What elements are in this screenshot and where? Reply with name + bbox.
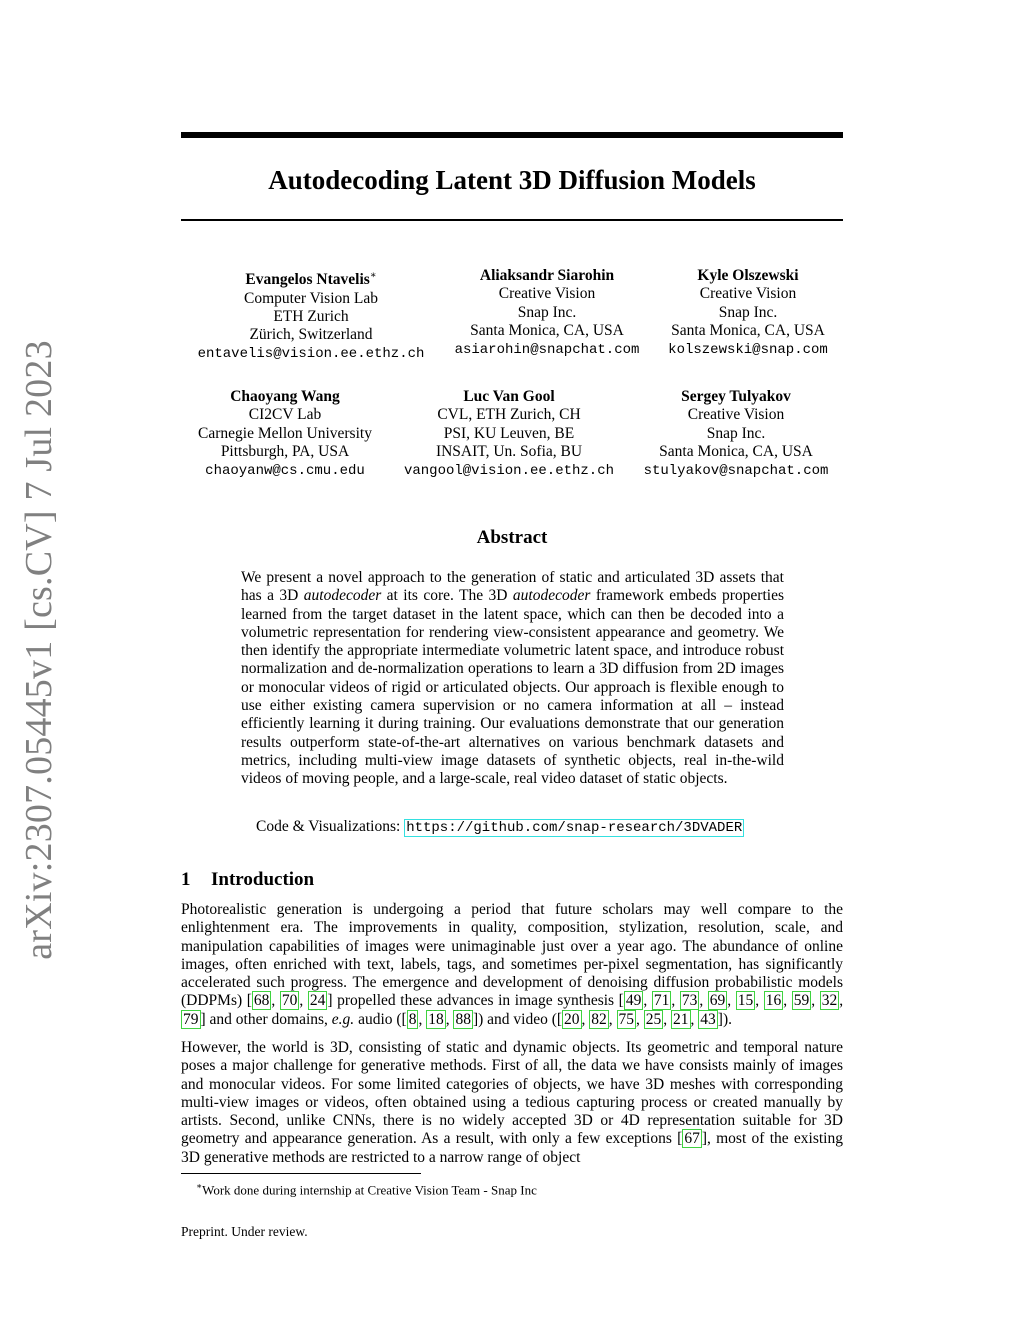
intro-paragraph-2: However, the world is 3D, consisting of static and dynamic objects. Its geometric and temporal nature poses a major challenge for generative methods. First of all, the data we have consists mainly of images and monocular videos. For some limited categories of objects, we have 3D meshes with corresponding multi-view images or videos, often obtained using a tedious capturing process or created manually by artists. Second, unlike CNNs, there is no widely accepted 3D or 4D representation suitable for 3D geometry and appearance generation. As a result, with only a few exceptions [ 67 ], most of the existing 3D generative methods are restricted to a narrow range of object: [181, 1039, 843, 1166]
footnote-mark: ∗: [196, 1181, 203, 1191]
author-affiliation: Creative Vision: [687, 406, 785, 424]
author-affiliation: Computer Vision Lab: [244, 289, 378, 307]
paper-title: Autodecoding Latent 3D Diffusion Models: [268, 165, 756, 195]
citation-link[interactable]: 49: [625, 992, 642, 1010]
author-affiliation: Carnegie Mellon University: [198, 424, 372, 442]
citation-link[interactable]: 69: [709, 992, 726, 1010]
author-block: [185, 388, 385, 480]
citation-link[interactable]: 25: [645, 1010, 662, 1028]
title-rule-bottom: [181, 219, 843, 221]
author-affiliation: Creative Vision: [498, 285, 596, 303]
author-block: [658, 267, 838, 359]
section-number: 1: [181, 869, 191, 890]
author-affiliation: Santa Monica, CA, USA: [659, 443, 813, 461]
code-label: Code & Visualizations:: [256, 818, 405, 835]
citation-link[interactable]: 70: [281, 992, 298, 1010]
citation-link[interactable]: 79: [183, 1010, 199, 1028]
author-name: Chaoyang Wang: [230, 388, 340, 405]
author-email[interactable]: vangool@vision.ee.ethz.ch: [403, 462, 615, 479]
author-email[interactable]: kolszewski@snap.com: [668, 341, 828, 358]
author-affiliation: CVL, ETH Zurich, CH: [437, 406, 581, 424]
author-email[interactable]: entavelis@vision.ee.ethz.ch: [197, 345, 425, 362]
citation-link[interactable]: 67: [684, 1130, 700, 1148]
section-heading-introduction: [181, 868, 314, 892]
author-name: Luc Van Gool: [463, 388, 555, 405]
author-email[interactable]: chaoyanw@cs.cmu.edu: [205, 462, 365, 479]
code-url-link[interactable]: https://github.com/snap-research/3DVADER: [406, 820, 743, 836]
author-affiliation: Snap Inc.: [706, 424, 766, 442]
citation-link[interactable]: 8: [408, 1010, 417, 1028]
author-name: Sergey Tulyakov: [681, 388, 791, 405]
abstract-heading: Abstract: [476, 527, 548, 548]
author-affiliation: Creative Vision: [699, 285, 797, 303]
title-rule-top: [181, 132, 843, 138]
author-affiliation: INSAIT, Un. Sofia, BU: [435, 443, 583, 461]
citation-link[interactable]: 21: [673, 1010, 689, 1028]
citation-link[interactable]: 73: [681, 992, 698, 1010]
author-affiliation: ETH Zurich: [273, 307, 349, 325]
author-affiliation: Santa Monica, CA, USA: [470, 322, 624, 340]
citation-link[interactable]: 71: [653, 992, 670, 1010]
author-email[interactable]: asiarohin@snapchat.com: [454, 341, 640, 358]
citation-link[interactable]: 15: [737, 992, 754, 1010]
author-affiliation: Snap Inc.: [517, 303, 577, 321]
author-name: Kyle Olszewski: [697, 267, 799, 284]
author-affiliation: Snap Inc.: [718, 303, 778, 321]
footnote-text: Work done during internship at Creative Vision Team - Snap Inc: [202, 1182, 537, 1198]
author-affiliation: Zürich, Switzerland: [249, 326, 373, 344]
section-title: Introduction: [211, 869, 315, 890]
author-block: [636, 388, 836, 480]
footnote-rule: [181, 1173, 421, 1174]
author-affiliation: CI2CV Lab: [248, 406, 322, 424]
author-affiliation: Pittsburgh, PA, USA: [220, 443, 350, 461]
author-email[interactable]: stulyakov@snapchat.com: [643, 462, 829, 479]
citation-link[interactable]: 32: [821, 992, 838, 1010]
intro-paragraph-1: Photorealistic generation is undergoing a period that future scholars may well compare to the enlightenment era. The improvements in quality, composition, stylization, resolution, scale, and manipulation capabilities of images were unimaginable just over a year ago. The abundance of online images, often enriched with text, labels, tags, and sometimes per-pixel segmentation, has significantly accelerated such progress. The emergence and development of denoising diffusion probabilistic models (DDPMs) [ 68 , 70 , 24 ] propelled these advances in image synthesis [ 49 , 71 , 73 , 69 , 15 , 16 , 59 , 32 , 79 ] and other domains, e.g. audio ([ 8 , 18 , 88 ]) and video ([ 20 , 82 , 75 , 25 , 21 , 43 ]).: [181, 901, 844, 1028]
citation-link[interactable]: 18: [428, 1010, 444, 1028]
citation-link[interactable]: 68: [253, 992, 270, 1010]
code-link-line: [256, 818, 856, 837]
citation-link[interactable]: 43: [700, 1010, 716, 1028]
author-block: [442, 267, 652, 359]
footnote: [196, 1178, 537, 1198]
citation-link[interactable]: 24: [309, 992, 326, 1010]
author-name: Aliaksandr Siarohin: [479, 267, 615, 284]
author-block: [398, 388, 620, 480]
arxiv-identifier-text: arXiv:2307.05445v1 [cs.CV] 7 Jul 2023: [18, 340, 61, 960]
author-affiliation: PSI, KU Leuven, BE: [443, 424, 575, 442]
abstract-body: We present a novel approach to the generation of static and articulated 3D assets that has a 3D autodecoder at its core. The 3D autodecoder framework embeds properties learned from the target dataset in the latent space, which can then be decoded into a volumetric representation for rendering view-consistent appearance and geometry. We then identify the appropriate intermediate volumetric latent space, and introduce robust normalization and de-normalization operations to learn a 3D diffusion from 2D images or monocular videos of rigid or articulated objects. Our approach is flexible enough to use either existing camera supervision or no camera information at all – instead efficiently learning it during training. Our evaluations demonstrate that our generation results outperform state-of-the-art alternatives on various benchmark datasets and metrics, including multi-view image datasets of synthetic objects, real in-the-wild videos of moving people, and a large-scale, real video dataset of static objects.: [241, 569, 784, 788]
author-name: Evangelos Ntavelis∗: [245, 270, 377, 289]
citation-link[interactable]: 20: [564, 1010, 580, 1028]
arxiv-identifier: [10, 340, 68, 960]
citation-link[interactable]: 88: [455, 1010, 471, 1028]
author-affiliation: Santa Monica, CA, USA: [671, 322, 825, 340]
citation-link[interactable]: 75: [618, 1010, 635, 1028]
preprint-notice: Preprint. Under review.: [181, 1224, 308, 1239]
author-block: [186, 267, 436, 363]
citation-link[interactable]: 59: [793, 992, 810, 1010]
citation-link[interactable]: 16: [765, 992, 782, 1010]
citation-link[interactable]: 82: [591, 1010, 607, 1028]
